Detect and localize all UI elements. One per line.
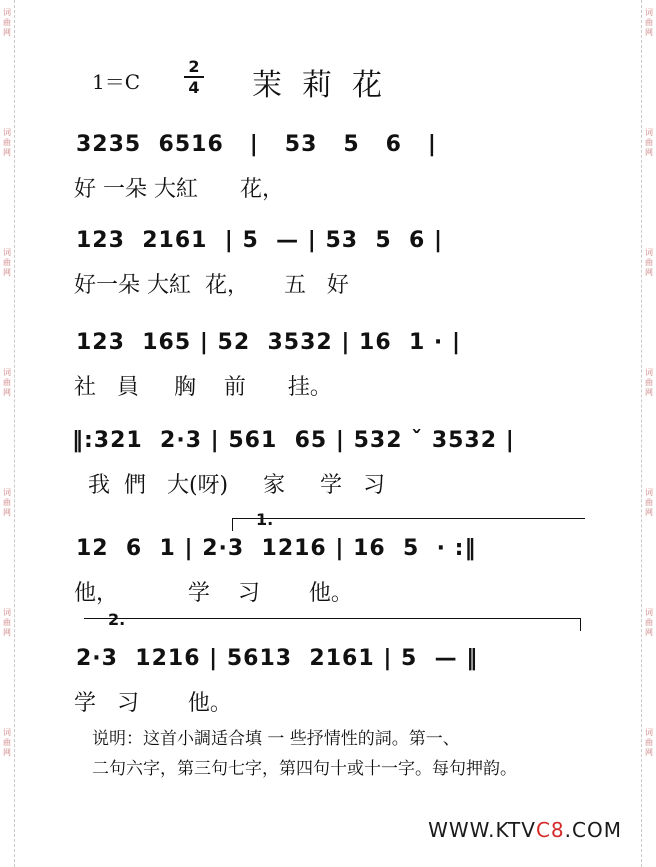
lyrics-row: 好 一朵 大紅 花， — [74, 177, 284, 202]
notation-row: 123 165 | 52 3532 | 16 1 · | — [76, 330, 461, 355]
watermark: 词 曲 网 — [645, 128, 653, 157]
watermark: 词 曲 网 — [3, 608, 11, 637]
watermark: 词 曲 网 — [3, 248, 11, 277]
key-signature: 1＝C — [92, 70, 141, 94]
time-signature-bottom: 4 — [188, 78, 200, 97]
watermark: 词 曲 网 — [3, 128, 11, 157]
lyrics-row: 他， 学 习 他。 — [74, 581, 353, 606]
explanation-line-2: 二句六字，第三句七字，第四句十或十一字。每句押韵。 — [92, 759, 517, 779]
volta-label: 1. — [256, 510, 274, 529]
staff-line-2 — [0, 228, 656, 308]
staff-line-3 — [0, 330, 656, 410]
site-url-suffix: .COM — [564, 818, 622, 842]
volta-label: 2. — [108, 610, 126, 629]
notation-row: 2·3 1216 | 5613 2161 | 5 — ‖ — [76, 646, 479, 671]
volta-bracket — [232, 518, 585, 531]
volta-bracket — [84, 618, 581, 631]
notation-row: 12 6 1 | 2·3 1216 | 16 5 · :‖ — [76, 536, 477, 561]
explanation-block — [92, 724, 612, 784]
staff-line-4 — [0, 428, 656, 508]
watermark: 词 曲 网 — [645, 488, 653, 517]
time-signature-top: 2 — [188, 57, 200, 76]
site-url-highlight: C8 — [535, 818, 565, 842]
watermark: 词 曲 网 — [3, 368, 11, 397]
lyrics-row: 学 习 他。 — [74, 691, 232, 716]
time-signature — [184, 58, 204, 96]
watermark: 词 曲 网 — [645, 8, 653, 37]
lyrics-row: 好一朵 大紅 花， 五 好 — [74, 273, 349, 298]
site-url — [428, 818, 622, 842]
watermark: 词 曲 网 — [3, 8, 11, 37]
staff-line-5 — [0, 510, 656, 616]
watermark: 词 曲 网 — [645, 248, 653, 277]
staff-line-1 — [0, 132, 656, 212]
notation-row: 3235 6516 | 53 5 6 | — [76, 132, 437, 157]
watermark: 词 曲 网 — [645, 728, 653, 757]
explanation-line-1: 说明：这首小調适合填 一 些抒情性的詞。第一、 — [92, 729, 460, 749]
watermark: 词 曲 网 — [645, 368, 653, 397]
watermark: 词 曲 网 — [3, 728, 11, 757]
notation-row: 123 2161 | 5 — | 53 5 6 | — [76, 228, 444, 253]
song-title: 茉莉花 — [252, 68, 402, 103]
lyrics-row: 我 們 大(呀) 家 学 习 — [74, 473, 386, 498]
notation-row: ‖:321 2·3 | 561 65 | 532 ˇ 3532 | — [72, 428, 515, 453]
watermark: 词 曲 网 — [645, 608, 653, 637]
watermark: 词 曲 网 — [3, 488, 11, 517]
site-url-prefix: WWW.KTV — [428, 818, 536, 842]
lyrics-row: 社 員 胸 前 挂。 — [74, 375, 332, 400]
